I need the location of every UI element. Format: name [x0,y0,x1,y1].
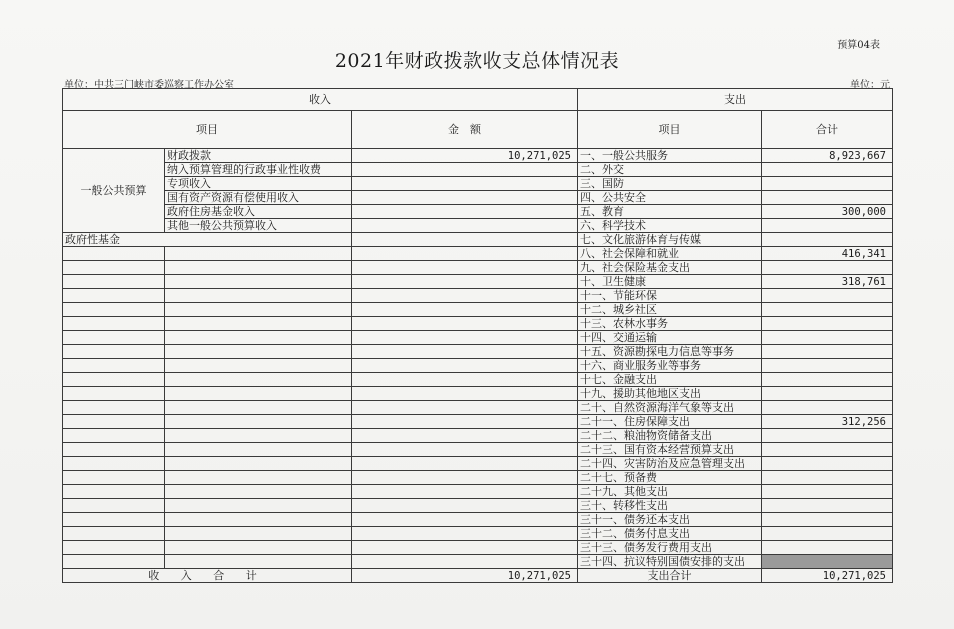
expense-item-amount [762,233,893,247]
table-row [63,331,893,345]
blank-cell [165,485,352,499]
income-item-amount [352,429,578,443]
blank-cell [165,415,352,429]
blank-cell [63,527,165,541]
page-title: 2021年财政拨款收支总体情况表 [334,50,620,72]
expense-item-amount [762,401,893,415]
expense-item-label: 十二、城乡社区 [578,303,762,317]
expense-item-label: 一、一般公共服务 [578,149,762,163]
expense-item-label: 十九、援助其他地区支出 [578,387,762,401]
expense-item-label: 十三、农林水事务 [578,317,762,331]
income-item-amount: 10,271,025 [352,149,578,163]
blank-cell [165,443,352,457]
income-item-amount [352,555,578,569]
income-item-amount [352,275,578,289]
blank-cell [165,289,352,303]
blank-cell [63,359,165,373]
blank-cell [165,457,352,471]
income-item-label: 国有资产资源有偿使用收入 [165,191,352,205]
income-item-amount [352,443,578,457]
income-item-label: 专项收入 [165,177,352,191]
expense-item-amount [762,359,893,373]
income-item-amount [352,163,578,177]
expense-item-label: 十四、交通运输 [578,331,762,345]
blank-cell [165,261,352,275]
table-row [63,359,893,373]
income-item-amount [352,317,578,331]
expense-item-label: 二十二、粮油物资储备支出 [578,429,762,443]
table-row [63,317,893,331]
expense-item-amount [762,499,893,513]
table-row [63,191,893,205]
income-item-amount [352,205,578,219]
blank-cell [63,513,165,527]
totals-row [63,569,893,583]
income-item-label: 纳入预算管理的行政事业性收费 [165,163,352,177]
blank-cell [63,247,165,261]
expense-item-amount: 312,256 [762,415,893,429]
table-row [63,303,893,317]
table-row [63,163,893,177]
blank-cell [165,247,352,261]
table-row [63,373,893,387]
expense-item-label: 二十、自然资源海洋气象等支出 [578,401,762,415]
blank-cell [63,401,165,415]
blank-cell [63,471,165,485]
expense-item-label: 十七、金融支出 [578,373,762,387]
income-item-label: 财政拨款 [165,149,352,163]
blank-cell [165,401,352,415]
expense-total-amount: 10,271,025 [762,569,893,583]
currency-unit: 单位：元 [850,80,890,91]
expense-item-amount [762,387,893,401]
form-code: 预算04表 [837,40,880,51]
expense-total-header: 合计 [762,111,893,149]
blank-cell [63,443,165,457]
income-item-amount [352,233,578,247]
expense-item-amount [762,373,893,387]
income-item-amount [352,191,578,205]
expense-item-amount [762,191,893,205]
income-total-label: 收 入 合 计 [63,569,352,583]
expense-item-amount [762,289,893,303]
expense-item-label: 二十七、预备费 [578,471,762,485]
expense-item-amount [762,527,893,541]
expense-item-label: 十五、资源勘探电力信息等事务 [578,345,762,359]
table-row [63,177,893,191]
table-row [63,499,893,513]
blank-cell [165,373,352,387]
expense-item-label: 二十三、国有资本经营预算支出 [578,443,762,457]
blank-cell [63,429,165,443]
expense-item-amount: 8,923,667 [762,149,893,163]
income-item-amount [352,345,578,359]
expense-item-label: 七、文化旅游体育与传媒 [578,233,762,247]
blank-cell [63,457,165,471]
blank-cell [63,499,165,513]
expense-item-label: 十一、节能环保 [578,289,762,303]
reporting-unit: 单位：中共三门峡市委巡察工作办公室 [64,80,234,91]
expense-item-label: 二十九、其他支出 [578,485,762,499]
expense-item-amount [762,163,893,177]
expense-item-label: 三十、转移性支出 [578,499,762,513]
income-item-amount [352,415,578,429]
table-row [63,429,893,443]
table-row [63,387,893,401]
blank-cell [63,555,165,569]
table-row [63,275,893,289]
income-item-label: 政府住房基金收入 [165,205,352,219]
blank-cell [63,373,165,387]
income-total-amount: 10,271,025 [352,569,578,583]
income-item-amount [352,457,578,471]
table-row [63,261,893,275]
expense-item-amount [762,555,893,569]
expense-item-amount [762,471,893,485]
income-item-label: 其他一般公共预算收入 [165,219,352,233]
income-item-amount [352,359,578,373]
income-item-amount [352,261,578,275]
blank-cell [165,317,352,331]
blank-cell [63,275,165,289]
blank-cell [165,541,352,555]
blank-cell [165,345,352,359]
income-item-amount [352,177,578,191]
blank-cell [165,555,352,569]
table-row [63,289,893,303]
income-item-amount [352,499,578,513]
blank-cell [63,345,165,359]
expense-item-label: 九、社会保险基金支出 [578,261,762,275]
expense-item-amount [762,219,893,233]
budget-table [62,88,893,583]
expense-item-amount [762,331,893,345]
expense-item-label: 二十四、灾害防治及应急管理支出 [578,457,762,471]
blank-cell [165,471,352,485]
expense-item-label: 二、外交 [578,163,762,177]
gov-fund-label: 政府性基金 [63,233,352,247]
income-item-amount [352,541,578,555]
blank-cell [165,513,352,527]
blank-cell [63,387,165,401]
income-item-amount [352,289,578,303]
blank-cell [165,527,352,541]
table-row [63,457,893,471]
income-item-amount [352,303,578,317]
expense-item-label: 二十一、住房保障支出 [578,415,762,429]
expense-item-amount [762,513,893,527]
table-row [63,345,893,359]
blank-cell [63,303,165,317]
expense-total-label: 支出合计 [578,569,762,583]
expense-item-amount [762,485,893,499]
expense-item-label: 八、社会保障和就业 [578,247,762,261]
income-amount-header: 金 额 [352,111,578,149]
expense-item-amount [762,541,893,555]
expense-item-label: 五、教育 [578,205,762,219]
expense-item-amount [762,457,893,471]
table-row [63,205,893,219]
expense-item-amount [762,443,893,457]
income-item-amount [352,387,578,401]
blank-cell [63,289,165,303]
table-row [63,513,893,527]
expense-item-header: 项目 [578,111,762,149]
income-group-label: 一般公共预算 [63,149,165,233]
blank-cell [165,303,352,317]
table-row [63,401,893,415]
income-item-header: 项目 [63,111,352,149]
expense-item-amount [762,345,893,359]
expense-item-label: 六、科学技术 [578,219,762,233]
income-item-amount [352,373,578,387]
expense-item-amount [762,177,893,191]
income-item-amount [352,527,578,541]
blank-cell [165,359,352,373]
expense-item-label: 三十三、债务发行费用支出 [578,541,762,555]
blank-cell [63,541,165,555]
income-item-amount [352,471,578,485]
table-row [63,527,893,541]
table-row [63,485,893,499]
expense-item-label: 四、公共安全 [578,191,762,205]
expense-section-header: 支出 [578,89,893,111]
blank-cell [165,499,352,513]
table-row [63,247,893,261]
table-row [63,149,893,163]
table-row [63,233,893,247]
blank-cell [63,261,165,275]
table-row [63,443,893,457]
blank-cell [63,415,165,429]
income-item-amount [352,485,578,499]
blank-cell [63,485,165,499]
expense-item-amount: 416,341 [762,247,893,261]
blank-cell [165,331,352,345]
table-row [63,471,893,485]
expense-item-label: 十六、商业服务业等事务 [578,359,762,373]
income-item-amount [352,513,578,527]
income-item-amount [352,331,578,345]
expense-item-label: 三十四、抗议特别国债安排的支出 [578,555,762,569]
table-row [63,541,893,555]
expense-item-amount [762,261,893,275]
expense-item-amount [762,317,893,331]
expense-item-amount [762,303,893,317]
header-row-columns [63,111,893,149]
table-row [63,219,893,233]
table-row [63,415,893,429]
income-section-header: 收入 [63,89,578,111]
blank-cell [63,331,165,345]
table-row [63,555,893,569]
expense-item-label: 三、国防 [578,177,762,191]
expense-item-amount: 318,761 [762,275,893,289]
expense-item-amount [762,429,893,443]
header-row-sections [63,89,893,111]
expense-item-amount: 300,000 [762,205,893,219]
expense-item-label: 三十一、债务还本支出 [578,513,762,527]
blank-cell [165,387,352,401]
expense-item-label: 十、卫生健康 [578,275,762,289]
income-item-amount [352,219,578,233]
expense-item-label: 三十二、债务付息支出 [578,527,762,541]
blank-cell [165,429,352,443]
income-item-amount [352,401,578,415]
blank-cell [63,317,165,331]
blank-cell [165,275,352,289]
income-item-amount [352,247,578,261]
